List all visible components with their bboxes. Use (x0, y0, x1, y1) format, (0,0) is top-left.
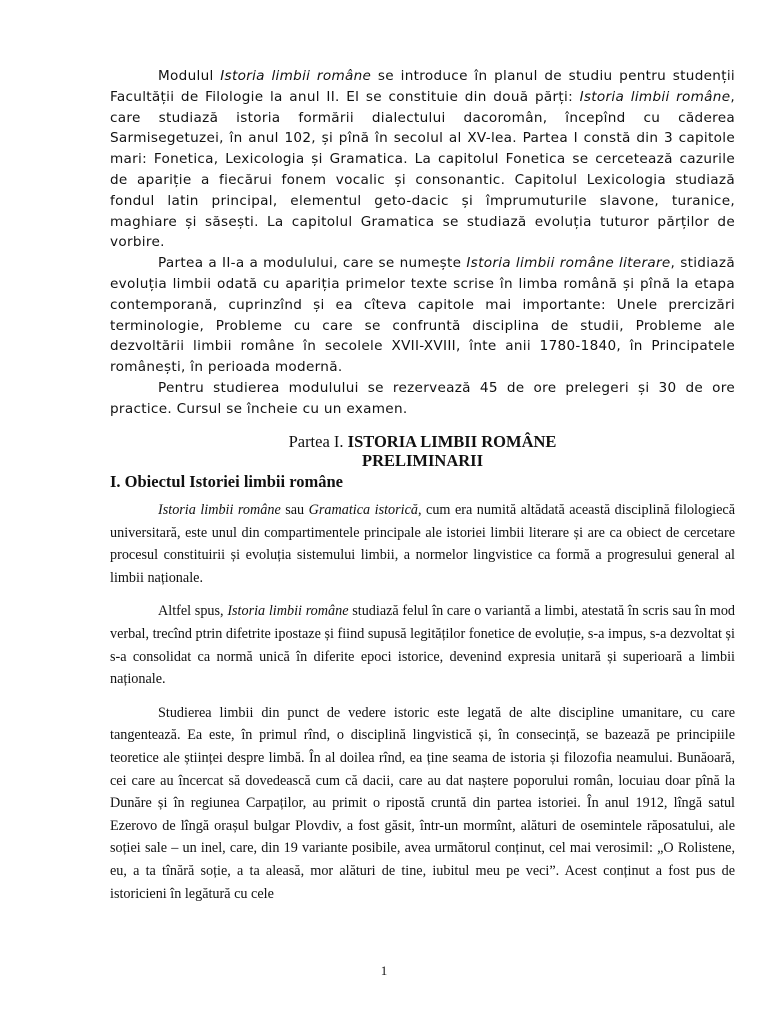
section-body (110, 499, 735, 916)
body-paragraph-1: Istoria limbii române sau Gramatica istorică, cum era numită altădată această disciplină filologiecă universitară, este unul din compartimentele principale ale istoriei limbii literare și are ca obiect de cercetare procesul constituirii și evoluția sistemului limbii, a normelor lingvistice ca formă a progresului general al limbii naționale. (110, 502, 735, 586)
part-title (110, 432, 735, 470)
body-paragraph-3: Studierea limbii din punct de vedere istoric este legată de alte discipline umanitare, cu care tangentează. Ea este, în primul rînd, o disciplină lingvistică și, în consecință, se bazează pe principiile teoretice ale științei despre limbă. În al doilea rînd, ea ține seama de istoria și filozofia neamului. Bunăoară, cei care au încercat să dovedească cum că dacii, care au dat naștere poporului român, locuiau doar pînă la Dunăre și în regiunea Carpaților, au primit o ripostă cruntă din partea istoriei. În anul 1912, lîngă satul Ezerovo de lîngă orașul bulgar Plovdiv, a fost găsit, într-un mormînt, alături de osemintele răposatului, ale soției sale – un inel, care, din 19 variante posibile, avea următorul conținut, cel mai verosimil: „O Rolistene, eu, a ta tînără soție, a ta aleasă, mor alături de tine, iubitul meu pe veci”. Acest conținut a fost pus de istoricieni în legătură cu cele (110, 704, 735, 902)
intro-paragraph-2: Partea a II-a a modulului, care se numește Istoria limbii române literare, stidiază evoluția limbii odată cu apariția primelor texte scrise în limba română și pînă la etapa contemporană, cuprinzînd și ea cîteva capitole mai importante: Unele prercizări terminologie, Probleme cu care se confruntă disciplina de studii, Probleme ale dezvoltării limbii române în secolele XVII-XVIII, înte anii 1780-1840, în Principatele românești, în perioada modernă. (110, 255, 735, 376)
body-paragraph-2: Altfel spus, Istoria limbii române studiază felul în care o variantă a limbi, atestată în scris sau în mod verbal, trecînd ptrin difetrite ipostaze și fiind supusă legităților fonetice de evoluție, s-a impus, s-a dezvoltat și s-a consolidat ca normă unică în diferite epoci istorice, devenind expresia unitară și superioară a limbii naționale. (110, 603, 736, 688)
intro-paragraph-3: Pentru studierea modulului se rezervează 45 de ore prelegeri și 30 de ore practice. Cursul se încheie cu un examen. (110, 379, 735, 417)
part-title-line: Partea I. ISTORIA LIMBII ROMÂNE (288, 432, 557, 451)
section-heading: I. Obiectul Istoriei limbii române (110, 472, 343, 491)
intro-paragraph-1: Modulul Istoria limbii române se introduce în planul de studiu pentru studenții Facultății de Filologie la anul II. El se constituie din două părți: Istoria limbii române, care studiază istoria formării dialectului dacoromân, începînd cu căderea Sarmisegetuzei, în anul 102, și pînă în secolul al XV-lea. Partea I constă din 3 capitole mari: Fonetica, Lexicologia și Gramatica. La capitolul Fonetica se cercetează cazurile de apariție a fiecărui fonem vocalic și consonantic. Capitolul Lexicologia studiază fondul latin principal, elementul geto-dacic și împrumuturile slavone, turanice, maghiare și săsești. La capitolul Gramatica se studiază evoluția tuturor părților de vorbire. (110, 68, 736, 251)
module-introduction (110, 66, 735, 420)
page-number: 1 (380, 963, 388, 978)
part-subtitle: PRELIMINARII (361, 451, 483, 470)
